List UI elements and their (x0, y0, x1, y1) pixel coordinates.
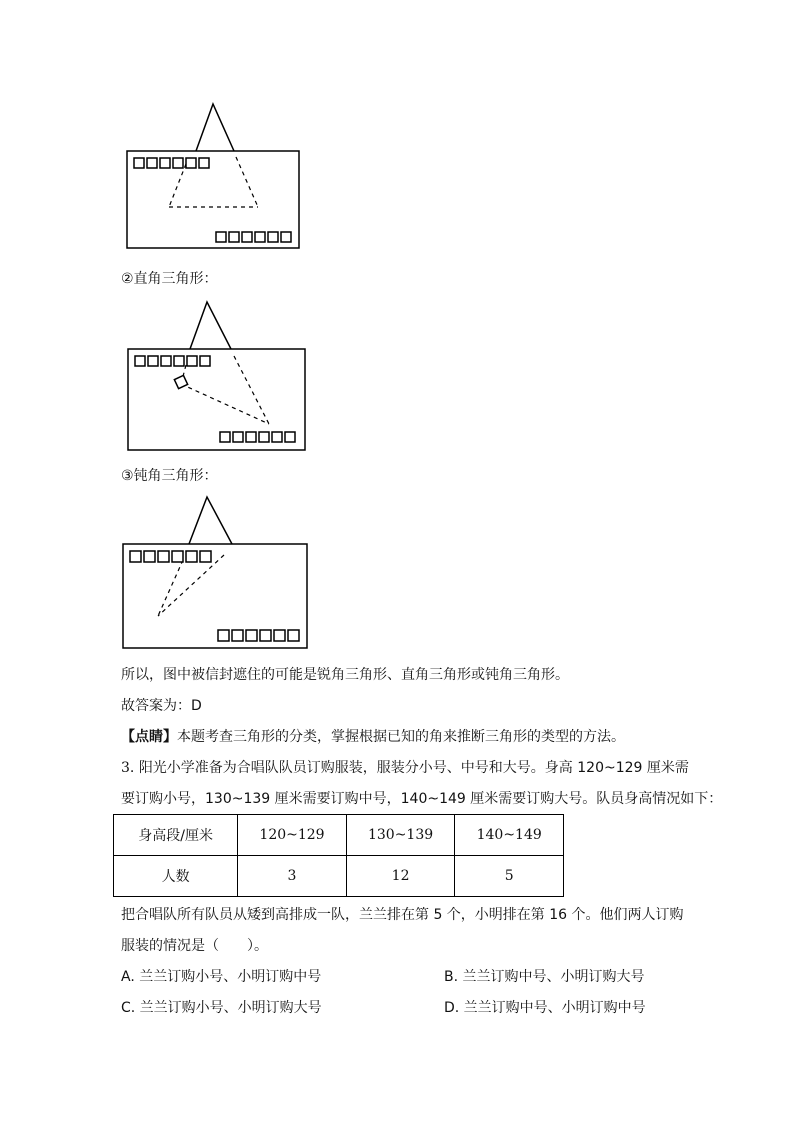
table-header-cell: 120~129 (238, 815, 347, 856)
label-right-triangle: ②直角三角形： (121, 271, 218, 287)
stamp-boxes-top (135, 356, 210, 366)
table-header-cell: 130~139 (346, 815, 455, 856)
label-obtuse-triangle: ③钝角三角形： (121, 468, 218, 484)
question-number: 3. (121, 760, 135, 776)
table-header-cell: 140~149 (455, 815, 564, 856)
option-b[interactable]: B. 兰兰订购中号、小明订购大号 (444, 969, 645, 985)
stamp-boxes-top (130, 551, 211, 562)
figure-acute-triangle (127, 104, 299, 248)
question-text-2: 要订购小号，130~139 厘米需要订购中号，140~149 厘米需要订购大号。队员身高情况如下： (121, 791, 723, 807)
question-text-1: 阳光小学准备为合唱队队员订购服装，服装分小号、中号和大号。身高 120~129 厘米需 (138, 760, 689, 776)
height-table (113, 814, 564, 897)
stamp-boxes-bottom (220, 432, 295, 442)
question-line-1 (121, 759, 689, 777)
stamp-boxes-top (134, 158, 209, 168)
answer-text: 故答案为：D (121, 698, 202, 714)
table-cell: 人数 (114, 856, 238, 897)
comment-line (121, 728, 625, 746)
stamp-boxes-bottom (216, 232, 291, 242)
question-after-1: 把合唱队所有队员从矮到高排成一队，兰兰排在第 5 个，小明排在第 16 个。他们两人订购 (121, 907, 684, 923)
comment-text: 本题考查三角形的分类，掌握根据已知的角来推断三角形的类型的方法。 (177, 729, 625, 745)
table-row (114, 815, 564, 856)
conclusion-text: 所以，图中被信封遮住的可能是锐角三角形、直角三角形或钝角三角形。 (121, 667, 569, 683)
stamp-boxes-bottom (218, 630, 299, 641)
table-cell: 3 (238, 856, 347, 897)
right-angle-mark (174, 375, 187, 388)
table-row (114, 856, 564, 897)
option-d[interactable]: D. 兰兰订购中号、小明订购中号 (444, 1000, 646, 1016)
option-a[interactable]: A. 兰兰订购小号、小明订购中号 (121, 969, 322, 985)
table-cell: 12 (346, 856, 455, 897)
comment-tag: 【点睛】 (121, 729, 177, 745)
table-cell: 5 (455, 856, 564, 897)
figure-obtuse-triangle (123, 497, 307, 648)
option-c[interactable]: C. 兰兰订购小号、小明订购大号 (121, 1000, 322, 1016)
table-header-cell: 身高段/厘米 (114, 815, 238, 856)
figure-right-triangle (128, 302, 305, 450)
question-after-2: 服装的情况是（ ）。 (121, 938, 268, 954)
